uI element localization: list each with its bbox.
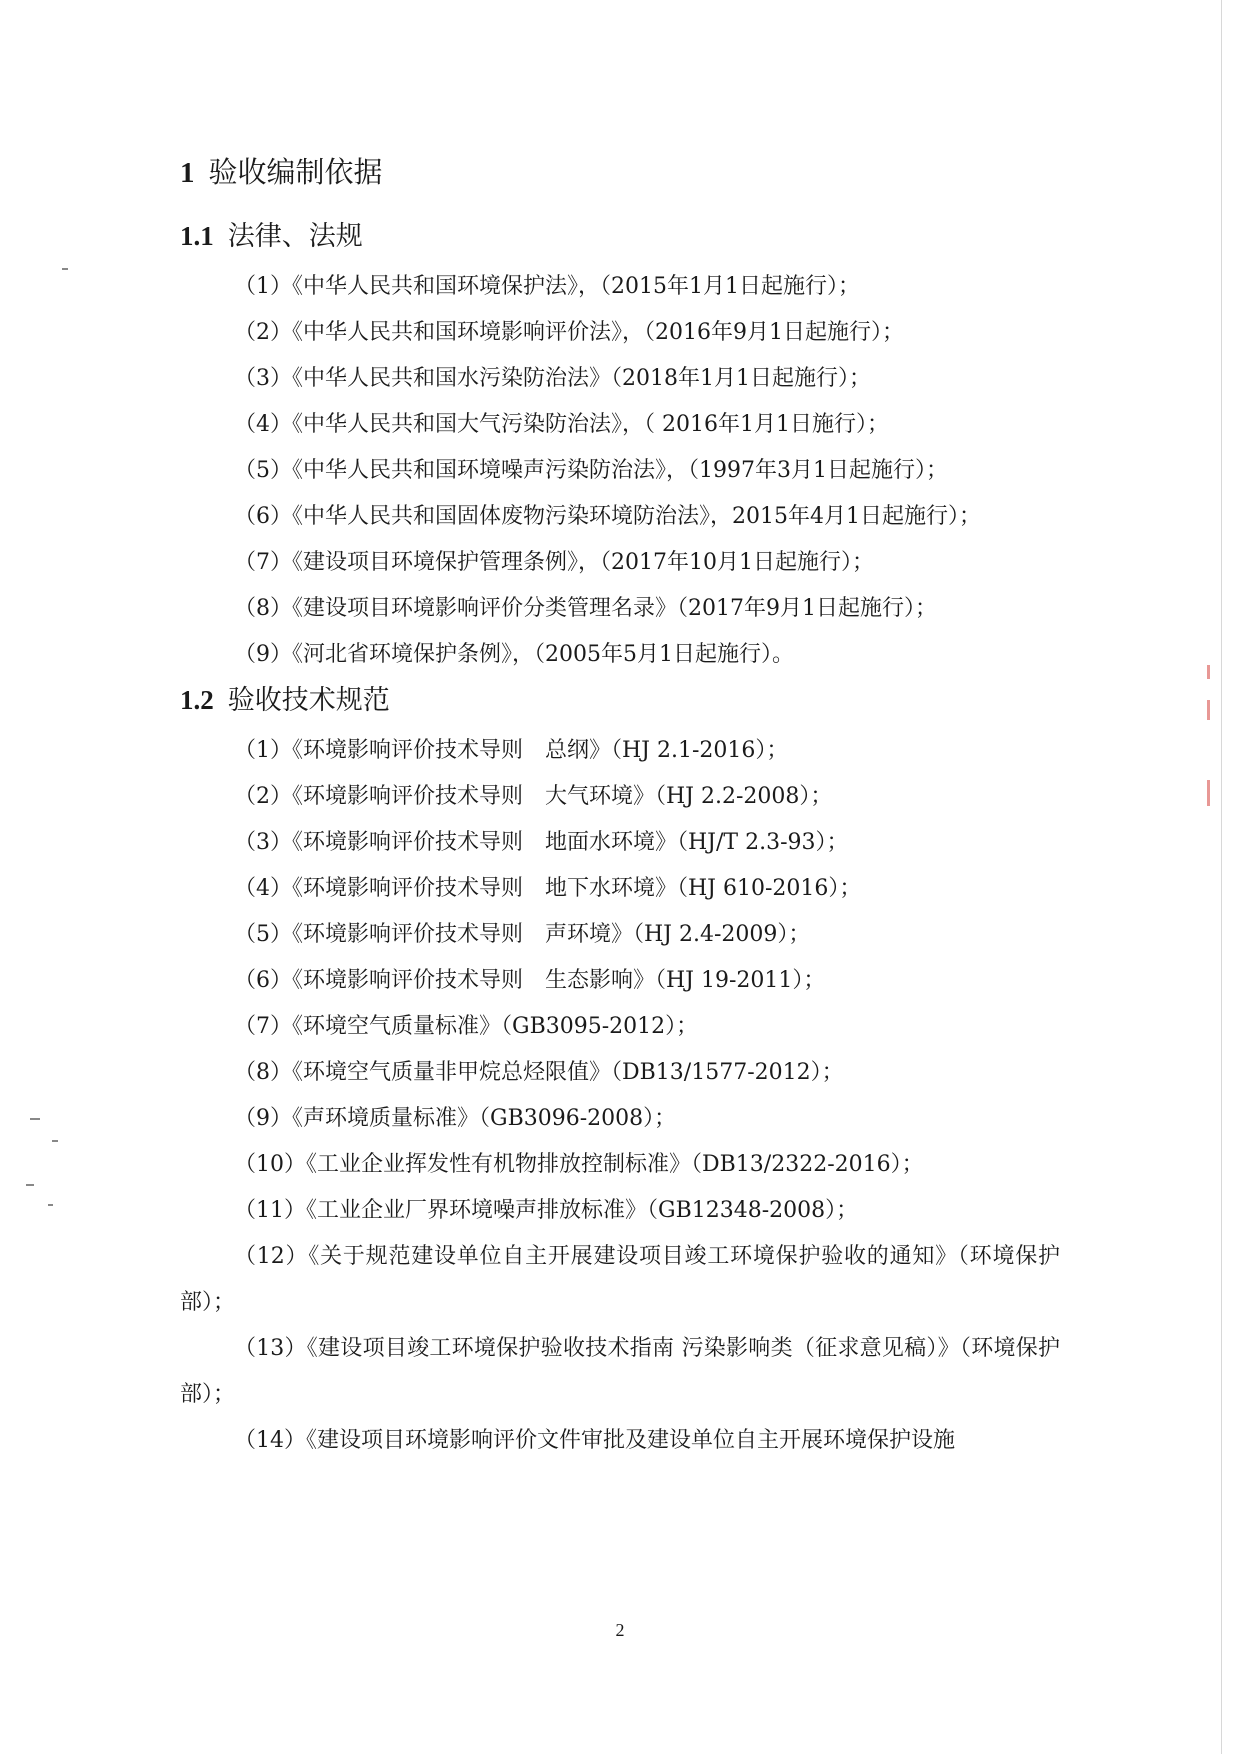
list-item: （9）《声环境质量标准》（GB3096-2008）；	[234, 1106, 677, 1131]
list-item: （4）《环境影响评价技术导则 地下水环境》（HJ 610-2016）；	[234, 876, 862, 901]
list-item: （8）《建设项目环境影响评价分类管理名录》（2017年9月1日起施行）；	[234, 596, 937, 621]
section-number: 1.2	[180, 685, 214, 715]
scan-speck	[48, 1204, 53, 1206]
section-title: 法律、法规	[227, 221, 363, 252]
section-heading-1-1	[180, 214, 1060, 258]
section-heading-1-2	[180, 678, 1060, 722]
list-item: （2）《中华人民共和国环境影响评价法》，（2016年9月1日起施行）；	[234, 320, 904, 345]
document-body	[180, 150, 1060, 1464]
scan-speck	[30, 1118, 40, 1120]
list-item: （8）《环境空气质量非甲烷总烃限值》（DB13/1577-2012）；	[234, 1060, 844, 1085]
section-number: 1	[180, 157, 195, 189]
standards-list	[180, 728, 1060, 1464]
list-item: （4）《中华人民共和国大气污染防治法》，（ 2016年1月1日施行）；	[234, 412, 889, 437]
list-item: （5）《环境影响评价技术导则 声环境》（HJ 2.4-2009）；	[234, 922, 811, 947]
list-item: （1）《环境影响评价技术导则 总纲》（HJ 2.1-2016）；	[234, 738, 789, 763]
list-item: （11）《工业企业厂界环境噪声排放标准》（GB12348-2008）；	[234, 1198, 859, 1223]
seal-edge-mark	[1207, 780, 1210, 806]
page-edge-line	[1221, 0, 1222, 1754]
list-item: （3）《环境影响评价技术导则 地面水环境》（HJ/T 2.3-93）；	[234, 830, 849, 855]
page-number: 2	[615, 1620, 625, 1640]
section-title: 验收技术规范	[227, 685, 390, 716]
list-item: （3）《中华人民共和国水污染防治法》（2018年1月1日起施行）；	[234, 366, 871, 391]
list-item: （6）《环境影响评价技术导则 生态影响》（HJ 19-2011）；	[234, 968, 826, 993]
seal-edge-mark	[1207, 700, 1210, 720]
list-item: （12）《关于规范建设单位自主开展建设项目竣工环境保护验收的通知》（环境保护部）；	[180, 1244, 1060, 1315]
list-item: （1）《中华人民共和国环境保护法》，（2015年1月1日起施行）；	[234, 274, 860, 299]
scan-speck	[62, 268, 68, 270]
laws-list	[180, 264, 1060, 678]
section-number: 1.1	[180, 221, 214, 251]
list-item: （7）《建设项目环境保护管理条例》，（2017年10月1日起施行）；	[234, 550, 874, 575]
scan-speck	[26, 1184, 34, 1186]
list-item: （13）《建设项目竣工环境保护验收技术指南 污染影响类（征求意见稿）》（环境保护部）；	[180, 1336, 1060, 1407]
section-title: 验收编制依据	[208, 155, 383, 189]
list-item: （10）《工业企业挥发性有机物排放控制标准》（DB13/2322-2016）；	[234, 1152, 924, 1177]
list-item: （6）《中华人民共和国固体废物污染环境防治法》，2015年4月1日起施行）；	[234, 504, 981, 529]
list-item: （14）《建设项目环境影响评价文件审批及建设单位自主开展环境保护设施	[234, 1428, 955, 1453]
list-item: （5）《中华人民共和国环境噪声污染防治法》，（1997年3月1日起施行）；	[234, 458, 948, 483]
list-item: （2）《环境影响评价技术导则 大气环境》（HJ 2.2-2008）；	[234, 784, 833, 809]
scan-speck	[52, 1140, 58, 1142]
section-heading-1	[180, 150, 1060, 194]
list-item: （7）《环境空气质量标准》（GB3095-2012）；	[234, 1014, 699, 1039]
seal-edge-mark	[1207, 665, 1210, 679]
list-item: （9）《河北省环境保护条例》，（2005年5月1日起施行）。	[234, 642, 794, 667]
